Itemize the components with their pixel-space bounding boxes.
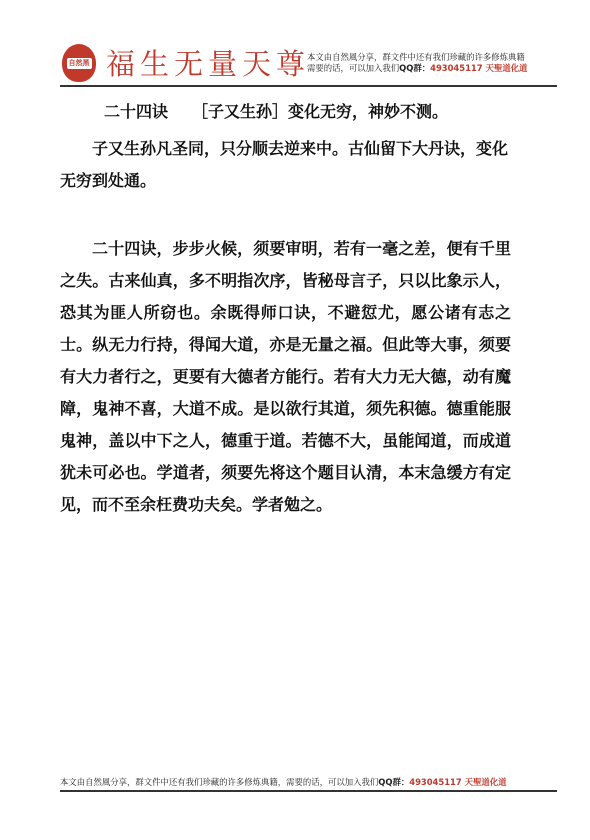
brand-calligraphy: 福生无量天尊	[106, 47, 311, 81]
footer-divider	[60, 790, 557, 792]
seal-logo	[62, 44, 96, 82]
header-notice	[307, 52, 557, 74]
header-qq-number: 493045117 天聖道化道	[430, 63, 528, 73]
paragraph-gap	[60, 197, 557, 233]
header-divider	[60, 85, 557, 87]
body-paragraph: 二十四诀，步步火候，须要审明，若有一毫之差，便有千里之失。古来仙真，多不明指次序，皆秘母言子，只以比象示人，恐其为匪人所窃也。余既得师口诀，不避愆尤，愿公诸有志之士。纵无力行持，得闻大道，亦是无量之福。但此等大事，须要有大力者行之，更要有大德者方能行。若有大力无大德，动有魔障，鬼神不喜，大道不成。是以欲行其道，须先积德。德重能服鬼神，盖以中下之人，德重于道。若德不大，虽能闻道，而成道犹未可必也。学道者，须要先将这个题目认清，本末急缓方有定见，而不至余枉费功夫矣。学者勉之。	[60, 239, 511, 514]
verse-paragraph: 子又生孙凡圣同，只分顺去逆来中。古仙留下大丹诀，变化无穷到处通。	[60, 139, 509, 190]
header-notice-line2	[307, 63, 557, 74]
seal-text: 自然黑	[68, 58, 90, 67]
header-notice-prefix: 需要的话，可以加入我们	[307, 63, 400, 73]
header-notice-line1: 本文由自然風分享，群文件中还有我们珍藏的许多修炼典籍	[307, 52, 525, 62]
footer-notice: 本文由自然風分享，群文件中还有我们珍藏的许多修炼典籍，需要的话，可以加入我们	[60, 777, 379, 787]
main-content	[60, 96, 557, 521]
footer-qq-number: 493045117 天聖道化道	[409, 777, 507, 787]
header-qq-label: QQ群：	[399, 63, 431, 73]
footer-qq-label: QQ群：	[378, 777, 410, 787]
section-heading: 二十四诀 ［子又生孙］变化无穷，神妙不测。	[104, 102, 449, 121]
page-header	[0, 0, 590, 90]
page-footer	[60, 776, 557, 788]
